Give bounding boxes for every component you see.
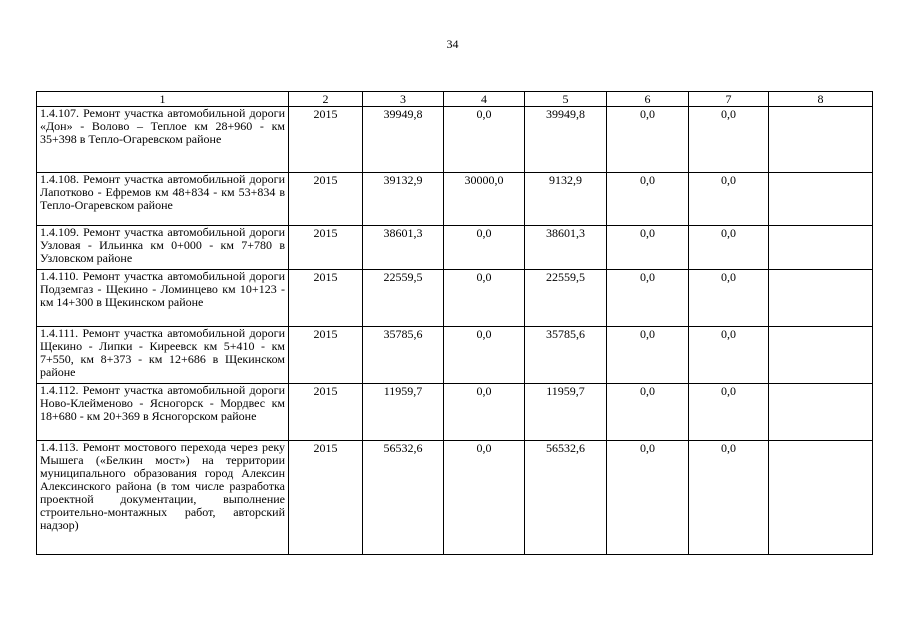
item-total: 39132,9: [363, 173, 444, 226]
item-total: 56532,6: [363, 441, 444, 555]
item-col4: 30000,0: [444, 173, 525, 226]
header-cell: 8: [769, 92, 873, 107]
item-total: 22559,5: [363, 270, 444, 327]
item-description: 1.4.109. Ремонт участка автомобильной дороги Узловая - Ильинка км 0+000 - км 7+780 в Узловском районе: [37, 226, 289, 270]
item-year: 2015: [289, 226, 363, 270]
header-cell: 6: [607, 92, 689, 107]
item-col7: 0,0: [689, 384, 769, 441]
item-col4: 0,0: [444, 384, 525, 441]
item-description: 1.4.108. Ремонт участка автомобильной дороги Лапотково - Ефремов км 48+834 - км 53+834 в Тепло-Огаревском районе: [37, 173, 289, 226]
table-row: [37, 441, 873, 555]
table-row: [37, 107, 873, 173]
budget-table: [36, 91, 873, 555]
item-description: 1.4.110. Ремонт участка автомобильной дороги Подземгаз - Щекино - Ломинцево км 10+123 - км 14+300 в Щекинском районе: [37, 270, 289, 327]
item-description: 1.4.111. Ремонт участка автомобильной дороги Щекино - Липки - Киреевск км 5+410 - км 7+550, км 8+373 - км 12+686 в Щекинском районе: [37, 327, 289, 384]
item-year: 2015: [289, 327, 363, 384]
item-col8: [769, 226, 873, 270]
item-col6: 0,0: [607, 327, 689, 384]
item-year: 2015: [289, 107, 363, 173]
header-cell: 3: [363, 92, 444, 107]
item-col6: 0,0: [607, 441, 689, 555]
item-total: 11959,7: [363, 384, 444, 441]
item-col8: [769, 327, 873, 384]
item-col6: 0,0: [607, 270, 689, 327]
item-col6: 0,0: [607, 173, 689, 226]
table-row: [37, 173, 873, 226]
item-col5: 22559,5: [525, 270, 607, 327]
item-year: 2015: [289, 270, 363, 327]
item-col4: 0,0: [444, 270, 525, 327]
page-number: 34: [446, 37, 459, 51]
item-col8: [769, 384, 873, 441]
item-total: 35785,6: [363, 327, 444, 384]
item-year: 2015: [289, 384, 363, 441]
item-col8: [769, 107, 873, 173]
item-description: 1.4.112. Ремонт участка автомобильной дороги Ново-Клейменово - Ясногорск - Мордвес км 18+680 - км 20+369 в Ясногорском районе: [37, 384, 289, 441]
item-col6: 0,0: [607, 384, 689, 441]
item-col5: 38601,3: [525, 226, 607, 270]
header-cell: 4: [444, 92, 525, 107]
item-col8: [769, 270, 873, 327]
item-col4: 0,0: [444, 107, 525, 173]
header-cell: 1: [37, 92, 289, 107]
item-year: 2015: [289, 173, 363, 226]
header-cell: 7: [689, 92, 769, 107]
item-col6: 0,0: [607, 226, 689, 270]
item-description: 1.4.113. Ремонт мостового перехода через реку Мышега («Белкин мост») на территории муниципального образования город Алексин Алексинского района (в том числе разработка проектной документации, выполнение строительно-монтажных работ, авторский надзор): [37, 441, 289, 555]
item-col5: 56532,6: [525, 441, 607, 555]
header-row: [37, 92, 873, 107]
item-total: 38601,3: [363, 226, 444, 270]
table-row: [37, 270, 873, 327]
item-col5: 11959,7: [525, 384, 607, 441]
item-col4: 0,0: [444, 226, 525, 270]
item-year: 2015: [289, 441, 363, 555]
item-col7: 0,0: [689, 173, 769, 226]
header-cell: 5: [525, 92, 607, 107]
table-row: [37, 384, 873, 441]
item-col7: 0,0: [689, 270, 769, 327]
item-col8: [769, 441, 873, 555]
item-col6: 0,0: [607, 107, 689, 173]
header-cell: 2: [289, 92, 363, 107]
item-description: 1.4.107. Ремонт участка автомобильной дороги «Дон» - Волово – Теплое км 28+960 - км 35+398 в Тепло-Огаревском районе: [37, 107, 289, 173]
item-col7: 0,0: [689, 441, 769, 555]
item-col8: [769, 173, 873, 226]
item-col4: 0,0: [444, 327, 525, 384]
table-row: [37, 327, 873, 384]
item-col7: 0,0: [689, 226, 769, 270]
item-col7: 0,0: [689, 107, 769, 173]
item-col5: 9132,9: [525, 173, 607, 226]
item-total: 39949,8: [363, 107, 444, 173]
item-col4: 0,0: [444, 441, 525, 555]
item-col5: 35785,6: [525, 327, 607, 384]
item-col5: 39949,8: [525, 107, 607, 173]
table-row: [37, 226, 873, 270]
item-col7: 0,0: [689, 327, 769, 384]
